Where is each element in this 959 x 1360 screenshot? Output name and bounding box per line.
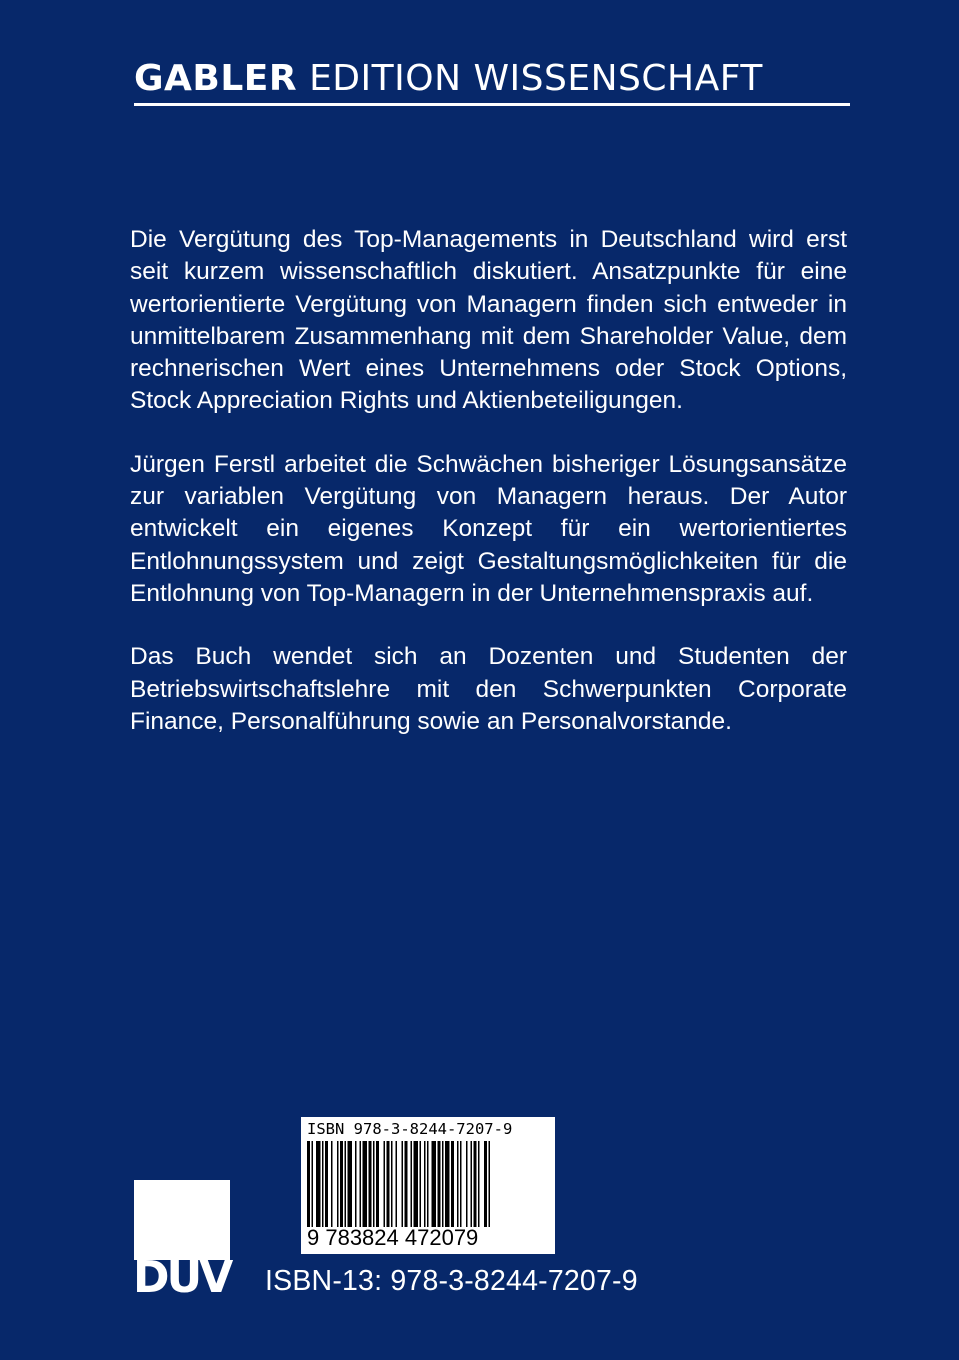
- barcode-bar: [312, 1141, 314, 1227]
- back-cover-blurb: [130, 224, 847, 769]
- barcode-bar: [373, 1141, 375, 1227]
- barcode-bar: [445, 1141, 450, 1227]
- barcode-bar: [345, 1141, 347, 1227]
- barcode-bar: [451, 1141, 454, 1227]
- isbn-13-label: ISBN-13: 978-3-8244-7207-9: [265, 1265, 638, 1297]
- barcode-bar: [457, 1141, 459, 1227]
- barcode-bar: [474, 1141, 477, 1227]
- blurb-paragraph-2: Jürgen Ferstl arbeitet die Schwächen bisheriger Lösungsansätze zur variablen Vergütung von Managern heraus. Der Autor entwickelt ein eigenes Konzept für ein wertorientiertes Entlohnungssystem und zeigt Gestaltungsmöglichkeiten für die Entlohnung von Top-Managern in der Unternehmenspraxis auf.: [130, 450, 847, 607]
- barcode-bar: [307, 1141, 310, 1227]
- barcode-bar: [360, 1141, 362, 1227]
- barcode-bar: [471, 1141, 473, 1227]
- barcode-bar: [424, 1141, 426, 1227]
- barcode-bar: [348, 1141, 353, 1227]
- barcode-bar: [427, 1141, 429, 1227]
- barcode-bar: [405, 1141, 408, 1227]
- barcode-bar: [438, 1141, 441, 1227]
- series-title: EDITION WISSENSCHAFT: [309, 58, 763, 99]
- barcode-bar: [340, 1141, 343, 1227]
- barcode-bar: [432, 1141, 437, 1227]
- barcode-bar: [466, 1141, 468, 1227]
- barcode-bar: [396, 1141, 398, 1227]
- barcode-bar: [420, 1141, 422, 1227]
- logo-block: [134, 1180, 230, 1260]
- barcode-bar: [376, 1141, 379, 1227]
- barcode-bar: [384, 1141, 386, 1227]
- barcode-bar: [387, 1141, 390, 1227]
- duv-logo: [133, 1180, 231, 1303]
- series-header: [134, 58, 850, 99]
- barcode-bar: [337, 1141, 339, 1227]
- barcode-bars: [307, 1141, 549, 1227]
- barcode-bar: [331, 1141, 333, 1227]
- barcode-bar: [363, 1141, 368, 1227]
- barcode-bar: [391, 1141, 393, 1227]
- barcode-bar: [489, 1141, 491, 1227]
- barcode-bar: [402, 1141, 404, 1227]
- barcode-bar: [369, 1141, 372, 1227]
- barcode-bar: [316, 1141, 321, 1227]
- barcode-bar: [411, 1141, 413, 1227]
- barcode-bar: [414, 1141, 419, 1227]
- barcode-bar: [442, 1141, 444, 1227]
- barcode-bar: [355, 1141, 357, 1227]
- series-brand: GABLER: [134, 58, 298, 99]
- barcode-bar: [322, 1141, 324, 1227]
- barcode-bar: [478, 1141, 480, 1227]
- isbn-barcode: [301, 1117, 555, 1254]
- series-rule: [134, 103, 850, 106]
- barcode-digits: 9 783824 472079: [307, 1225, 479, 1250]
- blurb-paragraph-3: Das Buch wendet sich an Dozenten und Studenten der Betriebswirtschaftslehre mit den Schwerpunkten Corporate Finance, Personalführung sowie an Personalvorstande.: [130, 643, 847, 735]
- barcode-bar: [484, 1141, 487, 1227]
- barcode-bar: [460, 1141, 462, 1227]
- logo-text: DUV: [133, 1252, 231, 1303]
- barcode-bar: [325, 1141, 328, 1227]
- blurb-paragraph-1: Die Vergütung des Top-Managements in Deutschland wird erst seit kurzem wissenschaftlich diskutiert. Ansatzpunkte für eine wertorientierte Vergütung von Managern finden sich entweder in unmittelbarem Zusammenhang mit dem Shareholder Value, dem rechnerischen Wert eines Unternehmens oder Stock Options, Stock Appreciation Rights und Aktienbeteiligungen.: [130, 226, 847, 415]
- barcode-isbn-text: ISBN 978-3-8244-7207-9: [307, 1120, 513, 1138]
